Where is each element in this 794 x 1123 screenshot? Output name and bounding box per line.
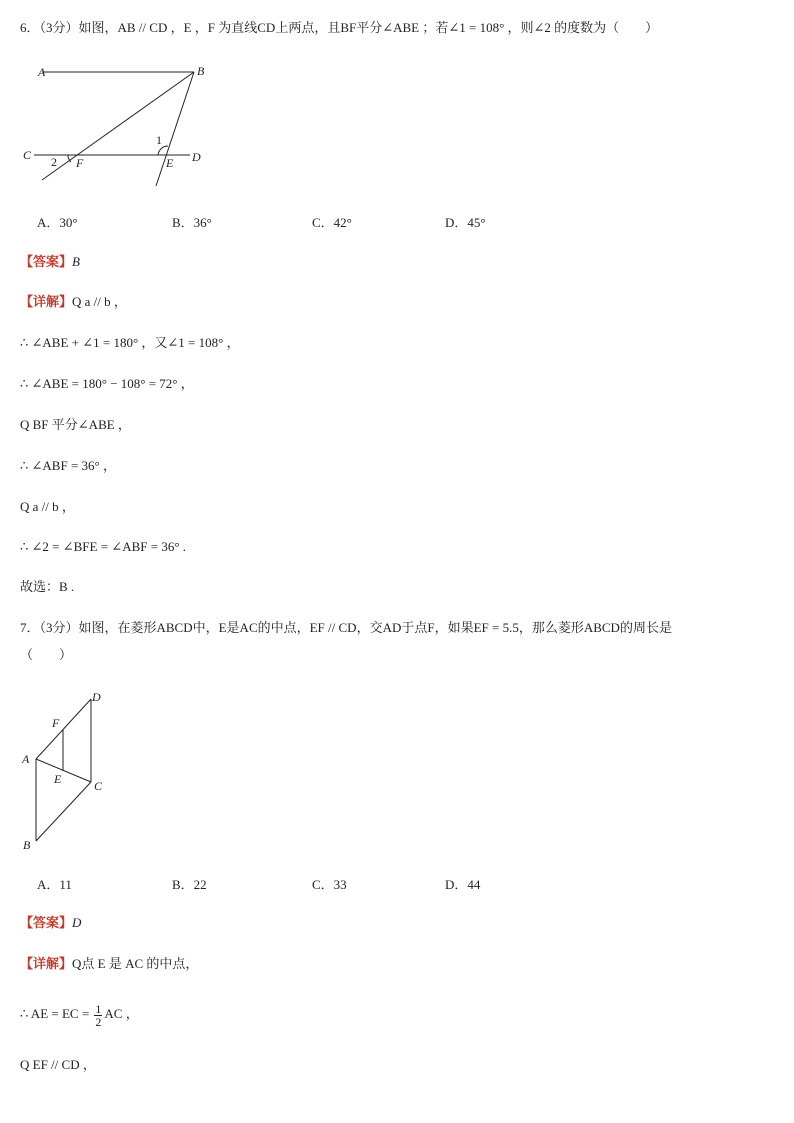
q6-line-be [156,72,194,186]
q7-option-d: D．44 [445,877,481,892]
q6-option-b: B．36° [172,215,212,230]
q7-stem-line2: （ ） [20,647,73,662]
q6-stem: 6．（3分）如图，AB // CD ，E ，F 为直线CD上两点，且BF平分∠ABE ；若∠1 = 108° ，则∠2 的度数为（ ） [20,20,659,35]
q7-label-f: F [52,716,60,730]
q7-step-1: Q点 E 是 AC 的中点， [72,956,199,971]
q7-stem-line1: 7．（3分）如图，在菱形ABCD中，E是AC的中点，EF // CD，交AD于点F，如果EF = 5.5，那么菱形ABCD的周长是 [20,620,672,635]
q6-step-6: Q a // b ， [20,499,75,514]
q6-option-a: A．30° [37,215,78,230]
q7-answer-value: D [72,915,82,930]
q7-fraction-half [94,1003,102,1028]
q6-option-c: C．42° [312,215,352,230]
q6-step-5: ∴ ∠ABF = 36° ， [20,458,116,473]
q7-side-bc [36,782,91,841]
q6-conclusion: 故选：B . [20,579,75,594]
q6-label-e: E [166,156,174,170]
q7-step2-prefix: ∴ AE = EC = [20,1006,93,1021]
q6-detail-tag: 【详解】 [20,294,73,309]
q7-option-a: A．11 [37,877,72,892]
q7-options [37,874,777,892]
q7-figure [18,685,128,855]
q7-step-3: Q EF // CD ， [20,1057,96,1072]
q6-step-4: Q BF 平分∠ABE ， [20,417,131,432]
q7-fraction-numerator: 1 [95,1001,102,1016]
q7-option-b: B．22 [172,877,207,892]
q7-label-b: B [23,838,31,852]
q6-figure [20,58,220,193]
q7-step-2 [20,1000,139,1028]
q7-label-d: D [92,690,101,704]
q6-answer-value: B [72,254,80,269]
q6-label-1: 1 [156,133,162,147]
q6-label-2: 2 [51,155,57,169]
q6-step-7: ∴ ∠2 = ∠BFE = ∠ABF = 36° . [20,539,187,554]
q6-label-a: A [38,65,46,79]
q6-detail [20,293,127,311]
q7-detail [20,955,198,973]
q7-fraction-denominator: 2 [95,1014,102,1029]
q7-answer-tag: 【答案】 [20,915,73,930]
q7-option-c: C．33 [312,877,347,892]
q6-label-b: B [197,64,205,78]
q6-label-d: D [192,150,201,164]
q6-options [37,212,777,230]
q7-step2-suffix: AC ， [104,1006,139,1021]
q6-label-c: C [23,148,32,162]
q6-step-3: ∴ ∠ABE = 180° − 108° = 72° ， [20,376,194,391]
q7-label-a: A [22,752,30,766]
q6-option-d: D．45° [445,215,486,230]
q7-label-c: C [94,779,103,793]
q6-answer [20,253,80,271]
q6-step-2: ∴ ∠ABE + ∠1 = 180° ，又∠1 = 108° ， [20,335,240,350]
q6-answer-tag: 【答案】 [20,254,73,269]
q7-label-e: E [54,772,62,786]
q6-label-f: F [76,156,84,170]
q7-detail-tag: 【详解】 [20,956,73,971]
q7-answer [20,914,81,932]
q6-step-1: Q a // b ， [72,294,127,309]
